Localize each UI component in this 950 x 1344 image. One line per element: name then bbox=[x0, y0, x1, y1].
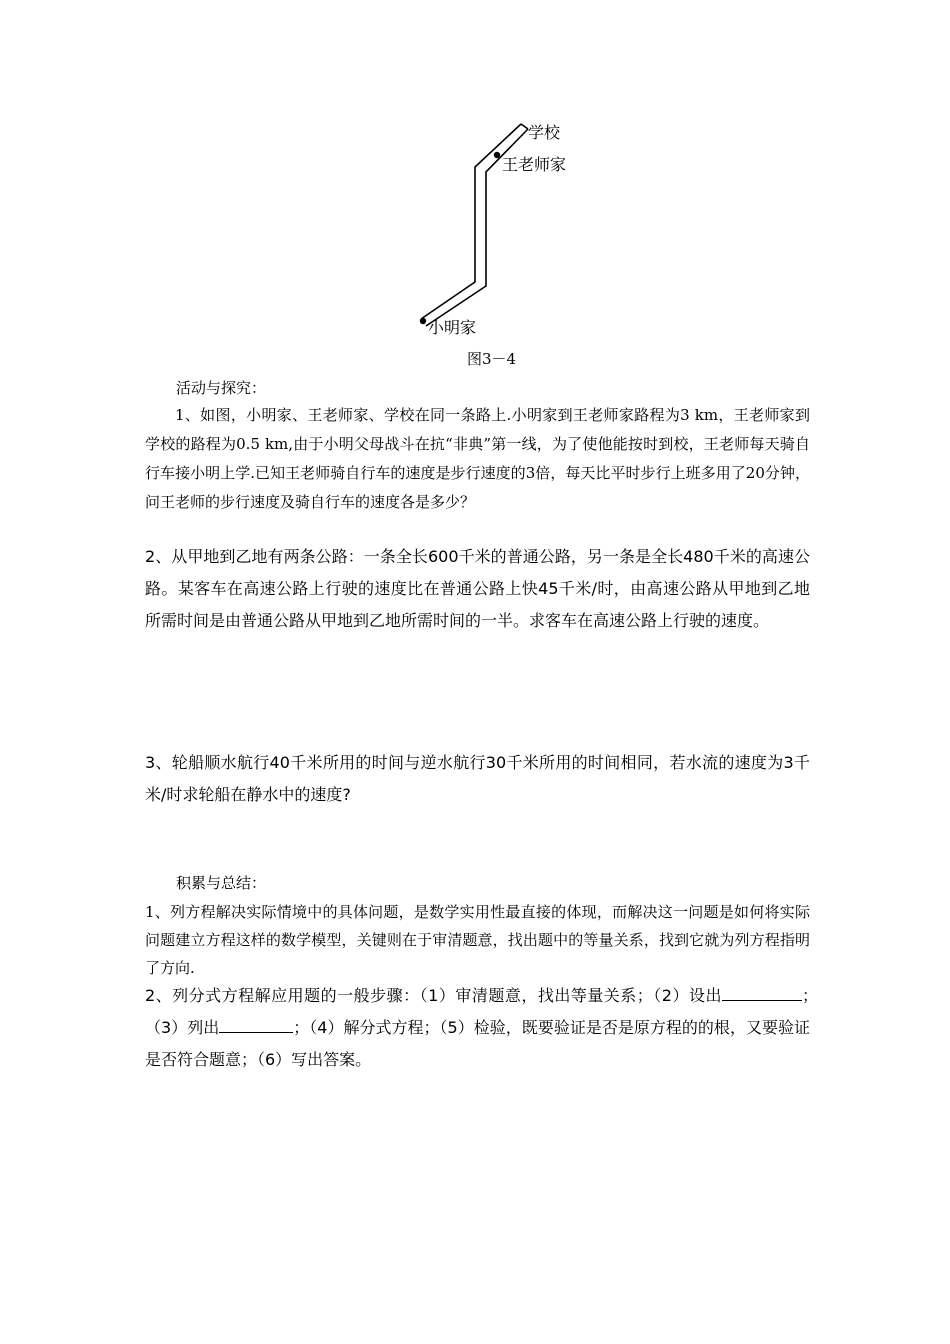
activity-heading: 活动与探究： bbox=[176, 379, 267, 397]
route-figure bbox=[400, 112, 600, 342]
school-label: 学校 bbox=[528, 123, 561, 142]
route-diagram bbox=[400, 112, 600, 342]
figure-caption: 图3－4 bbox=[467, 350, 517, 368]
summary-paragraph-1: 1、列方程解决实际情境中的具体问题，是数学实用性最直接的体现，而解决这一问题是如何将实际问题建立方程这样的数学模型，关键则在于审清题意，找出题中的等量关系，找到它就为列方程指明了方向. bbox=[145, 903, 810, 977]
road-end-cap bbox=[521, 124, 528, 129]
question-2: 2、从甲地到乙地有两条公路：一条全长600千米的普通公路，另一条是全长480千米的高速公路。某客车在高速公路上行驶的速度比在普通公路上快45千米/时，由高速公路从甲地到乙地所需时间是由普通公路从甲地到乙地所需时间的一半。求客车在高速公路上行驶的速度。 bbox=[145, 547, 810, 630]
summary-paragraph-2 bbox=[145, 980, 827, 1076]
teacher-home-point bbox=[494, 152, 500, 158]
question-1: 1、如图，小明家、王老师家、学校在同一条路上.小明家到王老师家路程为3 km，王老师家到学校的路程为0.5 km,由于小明父母战斗在抗“非典”第一线，为了使他能按时到校，王老师每天骑自行车接小明上学.已知王老师骑自行车的速度是步行速度的3倍，每天比平时步行上班多用了20分钟，问王老师的步行速度及骑自行车的速度各是多少？ bbox=[145, 406, 810, 511]
summary-heading: 积累与总结： bbox=[176, 874, 267, 892]
steps-text-part-2: ； （3）列出 bbox=[145, 986, 827, 1037]
question-3: 3、轮船顺水航行40千米所用的时间与逆水航行30千米所用的时间相同，若水流的速度为3千米/时求轮船在静水中的速度? bbox=[145, 753, 810, 804]
steps-text-part-1: 2、列分式方程解应用题的一般步骤：（1）审清题意，找出等量关系；（2）设出 bbox=[145, 986, 722, 1005]
steps-text-part-3: ；（4）解分式方程；（5）检验，既要验证是否是原方程的的根，又要验证是否符合题意；（6）写出答案。 bbox=[145, 1018, 810, 1069]
answer-blank-2 bbox=[219, 1016, 293, 1033]
teacher-home-label: 王老师家 bbox=[502, 155, 567, 174]
ming-home-point bbox=[420, 318, 426, 324]
answer-blank-1 bbox=[722, 984, 802, 1001]
ming-home-label: 小明家 bbox=[428, 318, 477, 337]
